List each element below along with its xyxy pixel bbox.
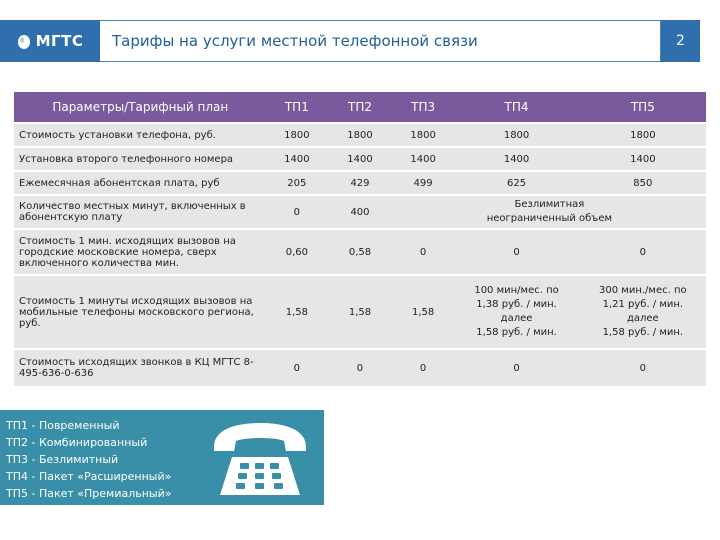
note-line: 100 мин/мес. по [474, 285, 559, 296]
merged-unlimited-cell [393, 196, 706, 228]
table-cell: 1400 [580, 148, 706, 170]
legend-item: ТП2 - Комбинированный [6, 436, 148, 449]
logo-text: МГТС [35, 32, 84, 50]
table-row [14, 350, 706, 386]
table-cell: 1400 [267, 148, 328, 170]
note-line: далее [500, 313, 533, 324]
table-cell: 1,58 [327, 276, 393, 348]
table-cell: 625 [453, 172, 579, 194]
table-cell: 0 [580, 350, 706, 386]
tariff-legend [0, 410, 324, 505]
table-header-row [14, 92, 706, 122]
table-cell: 850 [580, 172, 706, 194]
table-row [14, 196, 706, 228]
table-cell: 1400 [327, 148, 393, 170]
table-row [14, 148, 706, 170]
legend-item: ТП5 - Пакет «Премиальный» [6, 487, 172, 500]
table-row [14, 124, 706, 146]
table-cell: 0,60 [267, 230, 328, 274]
header-tp2: ТП2 [327, 92, 393, 122]
table-row [14, 276, 706, 348]
note-line: 1,58 руб. / мин. [602, 327, 684, 338]
table-cell: 0 [393, 230, 454, 274]
param-label: Установка второго телефонного номера [14, 148, 267, 170]
telephone-icon [208, 417, 312, 499]
legend-item: ТП1 - Повременный [6, 419, 120, 432]
note-line: 1,21 руб. / мин. [602, 299, 684, 310]
table-cell: 1800 [580, 124, 706, 146]
note-line: 1,58 руб. / мин. [476, 327, 557, 338]
legend-item: ТП4 - Пакет «Расширенный» [6, 470, 172, 483]
note-line: 1,38 руб. / мин. [476, 299, 557, 310]
table-cell: 1800 [327, 124, 393, 146]
param-label: Ежемесячная абонентская плата, руб [14, 172, 267, 194]
header-tp5: ТП5 [580, 92, 706, 122]
table-cell: 0 [453, 230, 579, 274]
logo [0, 20, 100, 62]
table-row [14, 230, 706, 274]
unlimited-label: Безлимитная [514, 199, 585, 210]
param-label: Стоимость исходящих звонков в КЦ МГТС 8-495-636-0-636 [14, 350, 267, 386]
table-cell: 1400 [393, 148, 454, 170]
table-cell: 0 [327, 350, 393, 386]
tp4-mobile-rate-cell [453, 276, 579, 348]
note-line: 300 мин./мес. по [599, 285, 687, 296]
mgts-egg-logo-icon [17, 33, 31, 49]
table-cell: 400 [327, 196, 393, 228]
param-label: Стоимость установки телефона, руб. [14, 124, 267, 146]
title-bar [100, 20, 661, 62]
param-label: Стоимость 1 мин. исходящих вызовов на городские московские номера, сверх включенного количества мин. [14, 230, 267, 274]
table-cell: 499 [393, 172, 454, 194]
page-number: 2 [661, 20, 700, 62]
table-cell: 1800 [453, 124, 579, 146]
table-cell: 1,58 [393, 276, 454, 348]
table-row [14, 172, 706, 194]
tariff-table [14, 90, 706, 388]
param-label: Стоимость 1 минуты исходящих вызовов на мобильные телефоны московского региона, руб. [14, 276, 267, 348]
header-params: Параметры/Тарифный план [14, 92, 267, 122]
note-line: далее [626, 313, 659, 324]
tp5-mobile-rate-cell [580, 276, 706, 348]
header-tp1: ТП1 [267, 92, 328, 122]
table-cell: 1,58 [267, 276, 328, 348]
table-cell: 0 [453, 350, 579, 386]
table-cell: 0 [267, 350, 328, 386]
table-cell: 0,58 [327, 230, 393, 274]
unlimited-volume-label: неограниченный объем [486, 213, 613, 224]
legend-item: ТП3 - Безлимитный [6, 453, 119, 466]
legend-list [6, 417, 172, 502]
header-tp4: ТП4 [453, 92, 579, 122]
table-cell: 0 [393, 350, 454, 386]
table-cell: 1800 [393, 124, 454, 146]
slide-header [0, 20, 720, 62]
table-cell: 429 [327, 172, 393, 194]
header-tp3: ТП3 [393, 92, 454, 122]
table-cell: 1400 [453, 148, 579, 170]
table-cell: 205 [267, 172, 328, 194]
page-title: Тарифы на услуги местной телефонной связи [112, 32, 478, 50]
table-cell: 0 [580, 230, 706, 274]
table-cell: 0 [267, 196, 328, 228]
param-label: Количество местных минут, включенных в абонентскую плату [14, 196, 267, 228]
table-cell: 1800 [267, 124, 328, 146]
